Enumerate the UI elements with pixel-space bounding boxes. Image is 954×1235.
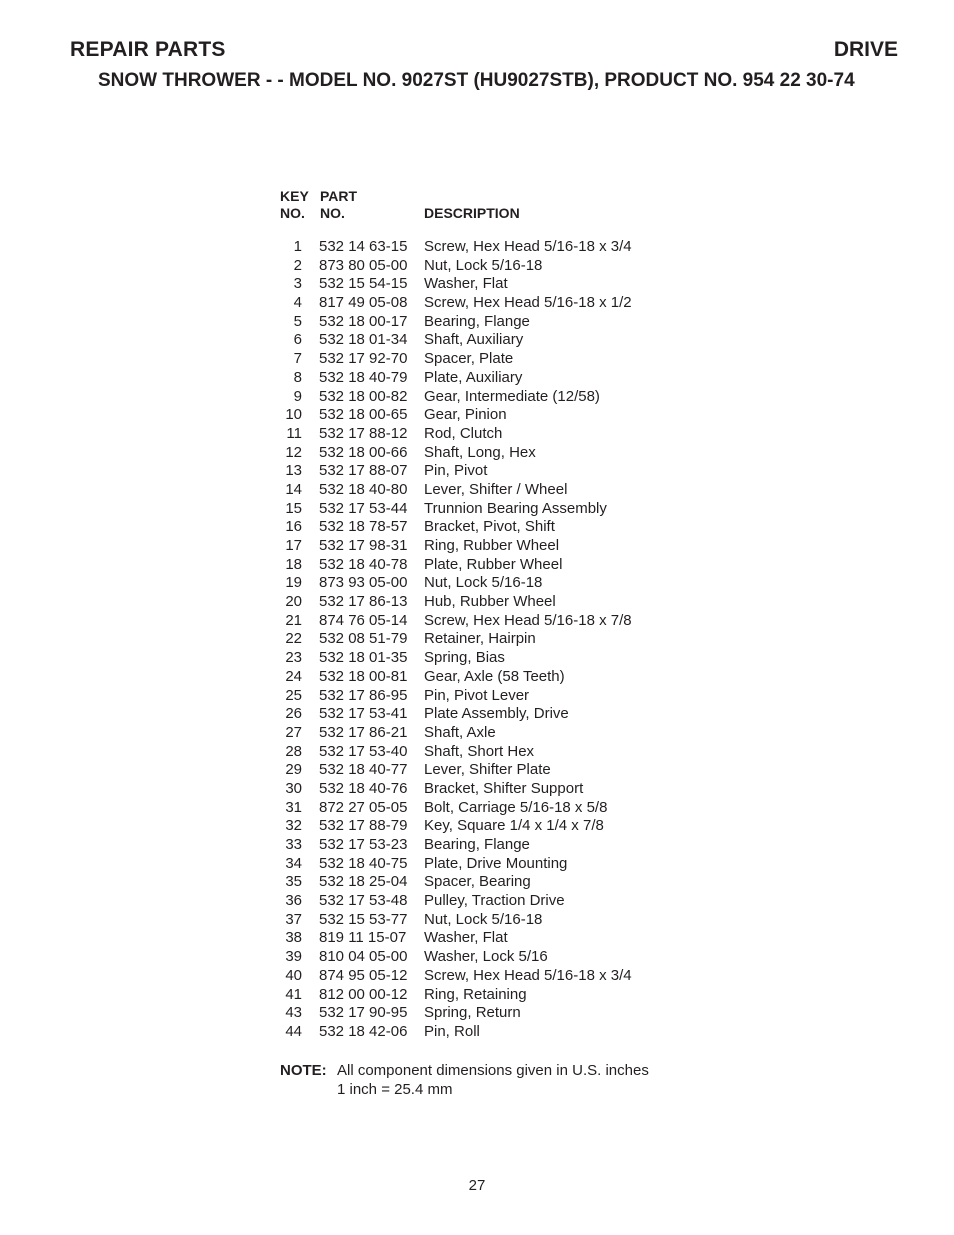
key-no-cell: 36: [285, 892, 302, 910]
key-no-cell: 44: [285, 1022, 302, 1040]
page-number: 27: [468, 1177, 486, 1194]
table-row: [280, 444, 700, 463]
key-no-cell: 1: [293, 238, 302, 255]
key-no-cell: 17: [285, 537, 302, 554]
part-no-cell: 532 18 40-80: [319, 480, 408, 498]
description-cell: Key, Square 1/4 x 1/4 x 7/8: [424, 817, 604, 835]
part-no-cell: 532 18 40-77: [319, 761, 408, 779]
description-cell: Lever, Shifter / Wheel: [424, 480, 568, 498]
key-no-cell: 32: [285, 817, 302, 835]
key-no-cell: 43: [285, 1004, 302, 1022]
table-row: [280, 369, 700, 388]
table-row: [280, 388, 700, 407]
key-no-cell: 16: [285, 518, 302, 536]
table-row: [280, 612, 700, 631]
part-no-cell: 532 14 63-15: [319, 238, 408, 255]
part-no-cell: 873 93 05-00: [319, 574, 408, 592]
table-row: [280, 836, 700, 855]
description-cell: Shaft, Auxiliary: [424, 331, 524, 349]
description-cell: Hub, Rubber Wheel: [424, 593, 556, 611]
description-cell: Screw, Hex Head 5/16-18 x 1/2: [424, 294, 632, 312]
part-no-cell: 532 08 51-79: [319, 630, 408, 648]
table-row: [280, 294, 700, 313]
table-row: [280, 817, 700, 836]
table-row: [280, 799, 700, 818]
table-row: [280, 462, 700, 481]
note-label: NOTE:: [280, 1062, 327, 1079]
part-no-cell: 532 15 53-77: [319, 910, 408, 928]
table-row: [280, 687, 700, 706]
table-row: [280, 668, 700, 687]
description-cell: Nut, Lock 5/16-18: [424, 256, 543, 274]
key-no-cell: 40: [285, 966, 302, 984]
part-no-cell: 872 27 05-05: [319, 798, 408, 816]
table-row: [280, 275, 700, 294]
part-no-cell: 532 17 92-70: [319, 350, 408, 368]
part-no-cell: 532 17 53-23: [319, 836, 408, 853]
description-cell: Pulley, Traction Drive: [424, 892, 565, 910]
part-no-cell: 532 17 53-40: [319, 742, 408, 760]
table-row: [280, 855, 700, 874]
part-no-cell: 873 80 05-00: [319, 256, 408, 274]
part-no-cell: 810 04 05-00: [319, 948, 408, 966]
key-no-cell: 23: [285, 649, 302, 667]
key-no-cell: 14: [285, 480, 302, 498]
key-no-cell: 25: [285, 686, 302, 704]
table-row: [280, 406, 700, 425]
key-no-cell: 27: [285, 723, 302, 741]
table-row: [280, 574, 700, 593]
table-row: [280, 425, 700, 444]
table-row: [280, 238, 700, 257]
table-row: [280, 948, 700, 967]
key-no-cell: 26: [285, 705, 302, 723]
key-no-cell: 39: [285, 948, 302, 966]
key-no-cell: 13: [285, 462, 302, 480]
description-cell: Ring, Rubber Wheel: [424, 537, 560, 554]
description-cell: Plate Assembly, Drive: [424, 705, 569, 723]
table-row: [280, 705, 700, 724]
key-no-cell: 21: [285, 611, 302, 629]
description-cell: Nut, Lock 5/16-18: [424, 574, 543, 592]
key-no-cell: 30: [285, 779, 302, 797]
key-no-cell: 15: [285, 499, 302, 517]
description-cell: Plate, Drive Mounting: [424, 854, 568, 872]
description-cell: Screw, Hex Head 5/16-18 x 3/4: [424, 238, 632, 255]
part-no-cell: 532 18 40-78: [319, 555, 408, 573]
key-no-cell: 7: [293, 350, 302, 368]
description-cell: Plate, Rubber Wheel: [424, 555, 563, 573]
description-cell: Spacer, Plate: [424, 350, 514, 368]
key-no-cell: 38: [285, 929, 302, 947]
part-no-cell: 532 17 98-31: [319, 537, 408, 554]
table-row: [280, 911, 700, 930]
section-name: DRIVE: [833, 38, 898, 61]
table-row: [280, 780, 700, 799]
part-no-cell: 532 18 40-75: [319, 854, 408, 872]
table-row: [280, 313, 700, 332]
key-no-cell: 28: [285, 742, 302, 760]
note: [280, 1061, 649, 1099]
key-no-cell: 12: [285, 443, 302, 461]
table-row: [280, 257, 700, 276]
part-no-cell: 532 18 00-65: [319, 406, 408, 424]
table-row: [280, 892, 700, 911]
header-key-no: KEY NO.: [280, 188, 309, 221]
key-no-cell: 37: [285, 910, 302, 928]
description-cell: Nut, Lock 5/16-18: [424, 910, 543, 928]
table-row: [280, 481, 700, 500]
description-cell: Washer, Lock 5/16: [424, 948, 548, 966]
header-part-no: PART NO.: [320, 188, 358, 221]
part-no-cell: 532 17 88-79: [319, 817, 408, 835]
key-no-cell: 10: [285, 406, 302, 424]
key-no-cell: 5: [293, 312, 302, 330]
table-row: [280, 593, 700, 612]
table-row: [280, 743, 700, 762]
key-no-cell: 9: [293, 387, 302, 405]
table-row: [280, 967, 700, 986]
note-line-1: All component dimensions given in U.S. inches: [337, 1062, 649, 1079]
key-no-cell: 34: [285, 854, 302, 872]
part-no-cell: 532 17 53-44: [319, 499, 408, 517]
table-row: [280, 537, 700, 556]
table-row: [280, 518, 700, 537]
note-line-2: 1 inch = 25.4 mm: [337, 1081, 453, 1098]
key-no-cell: 3: [293, 275, 302, 293]
key-no-cell: 20: [285, 593, 302, 611]
part-no-cell: 532 18 25-04: [319, 873, 408, 891]
description-cell: Ring, Retaining: [424, 985, 527, 1003]
part-no-cell: 532 17 88-07: [319, 462, 408, 480]
part-no-cell: 532 15 54-15: [319, 275, 408, 293]
key-no-cell: 22: [285, 630, 302, 648]
description-cell: Spring, Bias: [424, 649, 505, 667]
key-no-cell: 2: [293, 256, 302, 274]
part-no-cell: 532 17 90-95: [319, 1004, 408, 1022]
description-cell: Screw, Hex Head 5/16-18 x 7/8: [424, 611, 632, 629]
parts-table: [280, 238, 700, 1042]
description-cell: Spring, Return: [424, 1004, 521, 1022]
key-no-cell: 11: [286, 424, 302, 442]
part-no-cell: 532 18 42-06: [319, 1022, 408, 1040]
table-row: [280, 556, 700, 575]
table-row: [280, 649, 700, 668]
key-no-cell: 18: [285, 555, 302, 573]
description-cell: Trunnion Bearing Assembly: [424, 499, 607, 517]
key-no-cell: 4: [293, 294, 302, 312]
table-row: [280, 873, 700, 892]
part-no-cell: 532 18 40-79: [319, 368, 408, 386]
description-cell: Pin, Roll: [424, 1022, 480, 1040]
description-cell: Gear, Intermediate (12/58): [424, 387, 600, 405]
description-cell: Screw, Hex Head 5/16-18 x 3/4: [424, 966, 632, 984]
description-cell: Shaft, Axle: [424, 723, 496, 741]
description-cell: Shaft, Long, Hex: [424, 443, 536, 461]
description-cell: Washer, Flat: [424, 929, 508, 947]
description-cell: Pin, Pivot Lever: [424, 686, 530, 704]
table-row: [280, 724, 700, 743]
description-cell: Gear, Axle (58 Teeth): [424, 667, 565, 685]
description-cell: Bearing, Flange: [424, 312, 530, 330]
description-cell: Bolt, Carriage 5/16-18 x 5/8: [424, 798, 608, 816]
description-cell: Plate, Auxiliary: [424, 368, 523, 386]
description-cell: Pin, Pivot: [424, 462, 488, 480]
key-no-cell: 31: [285, 798, 302, 816]
part-no-cell: 812 00 00-12: [319, 985, 408, 1003]
part-no-cell: 532 18 00-81: [319, 667, 408, 685]
description-cell: Rod, Clutch: [424, 424, 503, 442]
part-no-cell: 532 18 00-17: [319, 312, 408, 330]
key-no-cell: 6: [293, 331, 302, 349]
part-no-cell: 874 95 05-12: [319, 966, 408, 984]
header-description: DESCRIPTION: [424, 205, 520, 221]
part-no-cell: 817 49 05-08: [319, 294, 408, 312]
key-no-cell: 24: [285, 667, 302, 685]
part-no-cell: 819 11 15-07: [319, 929, 407, 947]
part-no-cell: 532 18 00-66: [319, 443, 408, 461]
description-cell: Spacer, Bearing: [424, 873, 531, 891]
key-no-cell: 33: [285, 836, 302, 853]
part-no-cell: 532 17 86-21: [319, 723, 408, 741]
table-row: [280, 331, 700, 350]
description-cell: Bracket, Pivot, Shift: [424, 518, 555, 536]
description-cell: Shaft, Short Hex: [424, 742, 535, 760]
description-cell: Bracket, Shifter Support: [424, 779, 584, 797]
table-row: [280, 1023, 700, 1042]
table-row: [280, 500, 700, 519]
key-no-cell: 29: [285, 761, 302, 779]
part-no-cell: 532 18 40-76: [319, 779, 408, 797]
table-row: [280, 761, 700, 780]
key-no-cell: 35: [285, 873, 302, 891]
description-cell: Gear, Pinion: [424, 406, 507, 424]
key-no-cell: 8: [293, 368, 302, 386]
description-cell: Bearing, Flange: [424, 836, 530, 853]
description-cell: Washer, Flat: [424, 275, 508, 293]
part-no-cell: 532 18 78-57: [319, 518, 408, 536]
table-row: [280, 630, 700, 649]
part-no-cell: 532 17 53-48: [319, 892, 408, 910]
key-no-cell: 19: [285, 574, 302, 592]
table-row: [280, 350, 700, 369]
part-no-cell: 532 18 01-34: [319, 331, 408, 349]
description-cell: Retainer, Hairpin: [424, 630, 536, 648]
part-no-cell: 874 76 05-14: [319, 611, 408, 629]
part-no-cell: 532 18 00-82: [319, 387, 408, 405]
table-row: [280, 986, 700, 1005]
part-no-cell: 532 17 53-41: [319, 705, 408, 723]
table-row: [280, 929, 700, 948]
section-title: REPAIR PARTS: [70, 38, 226, 61]
part-no-cell: 532 18 01-35: [319, 649, 408, 667]
page-subtitle: SNOW THROWER - - MODEL NO. 9027ST (HU9027STB), PRODUCT NO. 954 22 30-74: [98, 70, 855, 91]
part-no-cell: 532 17 88-12: [319, 424, 408, 442]
key-no-cell: 41: [285, 985, 302, 1003]
table-row: [280, 1004, 700, 1023]
description-cell: Lever, Shifter Plate: [424, 761, 551, 779]
part-no-cell: 532 17 86-13: [319, 593, 408, 611]
part-no-cell: 532 17 86-95: [319, 686, 408, 704]
